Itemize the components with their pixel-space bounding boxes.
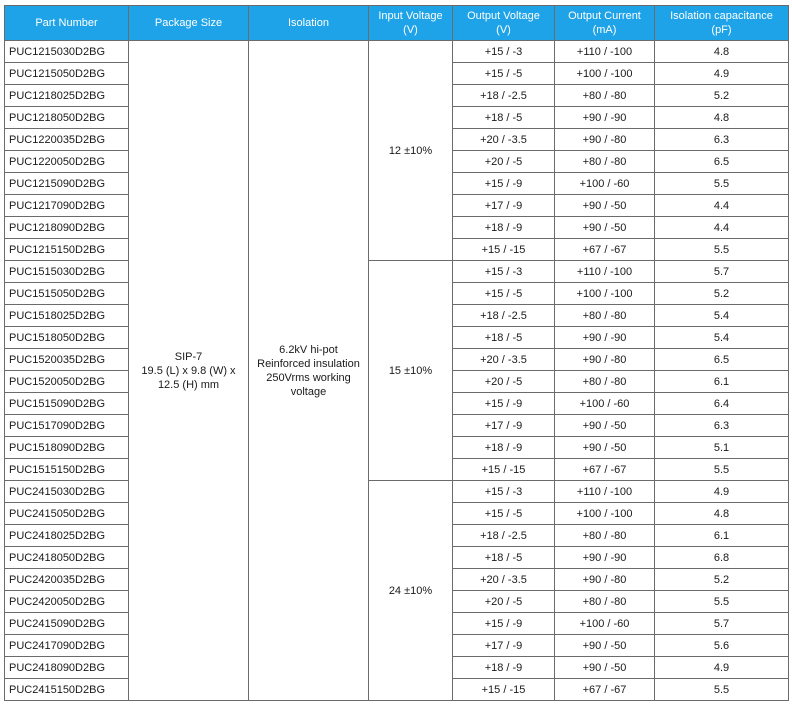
isolation-capacitance-cell: 6.1 [655, 525, 789, 547]
header-isolation-capacitance-label: Isolation capacitance [670, 10, 773, 22]
part-number-cell: PUC2415050D2BG [5, 503, 129, 525]
output-current-cell: +100 / -60 [555, 393, 655, 415]
output-current-cell: +110 / -100 [555, 41, 655, 63]
isolation-capacitance-cell: 5.5 [655, 591, 789, 613]
isolation-capacitance-cell: 4.8 [655, 107, 789, 129]
output-voltage-cell: +15 / -5 [453, 63, 555, 85]
output-voltage-cell: +15 / -15 [453, 459, 555, 481]
part-number-cell: PUC2418025D2BG [5, 525, 129, 547]
output-voltage-cell: +15 / -15 [453, 239, 555, 261]
header-row [5, 6, 789, 41]
output-current-cell: +110 / -100 [555, 481, 655, 503]
package-size-line: 12.5 (H) mm [157, 378, 220, 391]
output-voltage-cell: +20 / -5 [453, 151, 555, 173]
isolation-capacitance-cell: 5.5 [655, 679, 789, 701]
part-number-cell: PUC1220050D2BG [5, 151, 129, 173]
isolation-capacitance-cell: 4.9 [655, 63, 789, 85]
part-number-cell: PUC1520035D2BG [5, 349, 129, 371]
input-voltage-cell: 24 ±10% [369, 481, 453, 701]
output-voltage-cell: +18 / -2.5 [453, 85, 555, 107]
output-current-cell: +90 / -90 [555, 547, 655, 569]
output-voltage-cell: +15 / -5 [453, 283, 555, 305]
spec-table [4, 5, 789, 701]
output-voltage-cell: +15 / -9 [453, 613, 555, 635]
header-output-current [555, 6, 655, 41]
package-size-line: 19.5 (L) x 9.8 (W) x [141, 364, 236, 377]
output-voltage-cell: +15 / -3 [453, 261, 555, 283]
part-number-cell: PUC1515150D2BG [5, 459, 129, 481]
isolation-capacitance-cell: 6.3 [655, 129, 789, 151]
output-current-cell: +90 / -50 [555, 437, 655, 459]
output-current-cell: +80 / -80 [555, 525, 655, 547]
input-voltage-cell: 12 ±10% [369, 41, 453, 261]
output-voltage-cell: +18 / -9 [453, 657, 555, 679]
isolation-capacitance-cell: 4.8 [655, 41, 789, 63]
output-current-cell: +100 / -100 [555, 283, 655, 305]
part-number-cell: PUC1515090D2BG [5, 393, 129, 415]
isolation-capacitance-cell: 5.5 [655, 239, 789, 261]
part-number-cell: PUC1217090D2BG [5, 195, 129, 217]
output-current-cell: +80 / -80 [555, 371, 655, 393]
part-number-cell: PUC1518050D2BG [5, 327, 129, 349]
header-output-voltage-label: Output Voltage [467, 10, 540, 22]
header-isolation-capacitance-unit: (pF) [711, 24, 732, 36]
isolation-capacitance-cell: 5.5 [655, 459, 789, 481]
output-voltage-cell: +18 / -5 [453, 547, 555, 569]
isolation-capacitance-cell: 5.2 [655, 85, 789, 107]
isolation-capacitance-cell: 5.1 [655, 437, 789, 459]
output-voltage-cell: +17 / -9 [453, 635, 555, 657]
output-voltage-cell: +15 / -3 [453, 41, 555, 63]
part-number-cell: PUC2415030D2BG [5, 481, 129, 503]
part-number-cell: PUC2418050D2BG [5, 547, 129, 569]
output-current-cell: +100 / -60 [555, 173, 655, 195]
isolation-capacitance-cell: 4.8 [655, 503, 789, 525]
part-number-cell: PUC2415090D2BG [5, 613, 129, 635]
header-isolation-capacitance [655, 6, 789, 41]
output-voltage-cell: +15 / -9 [453, 393, 555, 415]
header-isolation: Isolation [249, 6, 369, 41]
part-number-cell: PUC1215030D2BG [5, 41, 129, 63]
output-current-cell: +90 / -50 [555, 217, 655, 239]
part-number-cell: PUC1215050D2BG [5, 63, 129, 85]
part-number-cell: PUC1220035D2BG [5, 129, 129, 151]
output-current-cell: +100 / -100 [555, 503, 655, 525]
output-voltage-cell: +18 / -9 [453, 437, 555, 459]
isolation-capacitance-cell: 5.6 [655, 635, 789, 657]
table-row [5, 41, 789, 63]
table-header [5, 6, 789, 41]
part-number-cell: PUC1517090D2BG [5, 415, 129, 437]
isolation-line: Reinforced insulation [257, 357, 360, 370]
header-output-voltage [453, 6, 555, 41]
output-voltage-cell: +18 / -9 [453, 217, 555, 239]
isolation-capacitance-cell: 6.8 [655, 547, 789, 569]
output-current-cell: +67 / -67 [555, 459, 655, 481]
output-voltage-cell: +20 / -5 [453, 371, 555, 393]
output-voltage-cell: +17 / -9 [453, 195, 555, 217]
part-number-cell: PUC1515030D2BG [5, 261, 129, 283]
part-number-cell: PUC2417090D2BG [5, 635, 129, 657]
output-current-cell: +67 / -67 [555, 239, 655, 261]
package-size-line: SIP-7 [174, 350, 203, 363]
output-voltage-cell: +15 / -3 [453, 481, 555, 503]
header-input-voltage [369, 6, 453, 41]
isolation-capacitance-cell: 5.2 [655, 569, 789, 591]
output-voltage-cell: +18 / -5 [453, 107, 555, 129]
output-current-cell: +90 / -90 [555, 327, 655, 349]
isolation-capacitance-cell: 5.4 [655, 305, 789, 327]
part-number-cell: PUC1518090D2BG [5, 437, 129, 459]
output-current-cell: +90 / -80 [555, 349, 655, 371]
header-part-number: Part Number [5, 6, 129, 41]
isolation-capacitance-cell: 6.5 [655, 349, 789, 371]
part-number-cell: PUC2415150D2BG [5, 679, 129, 701]
header-output-current-label: Output Current [568, 10, 641, 22]
part-number-cell: PUC1215150D2BG [5, 239, 129, 261]
part-number-cell: PUC1518025D2BG [5, 305, 129, 327]
output-voltage-cell: +15 / -9 [453, 173, 555, 195]
isolation-capacitance-cell: 4.9 [655, 657, 789, 679]
part-number-cell: PUC1218090D2BG [5, 217, 129, 239]
isolation-capacitance-cell: 6.1 [655, 371, 789, 393]
isolation-capacitance-cell: 6.5 [655, 151, 789, 173]
isolation-capacitance-cell: 5.5 [655, 173, 789, 195]
part-number-cell: PUC1520050D2BG [5, 371, 129, 393]
header-output-current-unit: (mA) [592, 24, 617, 36]
isolation-cell [249, 41, 369, 701]
part-number-cell: PUC2420050D2BG [5, 591, 129, 613]
output-voltage-cell: +18 / -2.5 [453, 305, 555, 327]
output-current-cell: +100 / -60 [555, 613, 655, 635]
output-voltage-cell: +18 / -5 [453, 327, 555, 349]
isolation-capacitance-cell: 4.9 [655, 481, 789, 503]
output-current-cell: +110 / -100 [555, 261, 655, 283]
package-size-cell [129, 41, 249, 701]
isolation-capacitance-cell: 5.7 [655, 613, 789, 635]
output-voltage-cell: +20 / -3.5 [453, 129, 555, 151]
isolation-capacitance-cell: 6.4 [655, 393, 789, 415]
output-current-cell: +80 / -80 [555, 151, 655, 173]
output-current-cell: +90 / -90 [555, 107, 655, 129]
output-voltage-cell: +15 / -15 [453, 679, 555, 701]
output-current-cell: +100 / -100 [555, 63, 655, 85]
header-package-size: Package Size [129, 6, 249, 41]
output-current-cell: +90 / -50 [555, 415, 655, 437]
part-number-cell: PUC2420035D2BG [5, 569, 129, 591]
output-voltage-cell: +20 / -3.5 [453, 569, 555, 591]
output-current-cell: +80 / -80 [555, 591, 655, 613]
output-current-cell: +80 / -80 [555, 85, 655, 107]
header-input-voltage-unit: (V) [403, 24, 418, 36]
part-number-cell: PUC1218050D2BG [5, 107, 129, 129]
output-current-cell: +90 / -50 [555, 657, 655, 679]
isolation-capacitance-cell: 4.4 [655, 195, 789, 217]
output-current-cell: +80 / -80 [555, 305, 655, 327]
isolation-capacitance-cell: 5.7 [655, 261, 789, 283]
output-voltage-cell: +17 / -9 [453, 415, 555, 437]
isolation-line: voltage [290, 385, 327, 398]
output-voltage-cell: +20 / -5 [453, 591, 555, 613]
isolation-line: 250Vrms working [266, 371, 351, 384]
output-voltage-cell: +15 / -5 [453, 503, 555, 525]
output-current-cell: +90 / -50 [555, 635, 655, 657]
table-row [5, 261, 789, 283]
output-current-cell: +90 / -80 [555, 569, 655, 591]
output-current-cell: +90 / -80 [555, 129, 655, 151]
table-row [5, 481, 789, 503]
header-input-voltage-label: Input Voltage [378, 10, 443, 22]
isolation-capacitance-cell: 4.4 [655, 217, 789, 239]
isolation-capacitance-cell: 6.3 [655, 415, 789, 437]
part-number-cell: PUC1215090D2BG [5, 173, 129, 195]
output-current-cell: +67 / -67 [555, 679, 655, 701]
output-voltage-cell: +18 / -2.5 [453, 525, 555, 547]
input-voltage-cell: 15 ±10% [369, 261, 453, 481]
output-current-cell: +90 / -50 [555, 195, 655, 217]
isolation-line: 6.2kV hi-pot [279, 343, 338, 356]
table-body [5, 41, 789, 701]
isolation-capacitance-cell: 5.4 [655, 327, 789, 349]
header-output-voltage-unit: (V) [496, 24, 511, 36]
part-number-cell: PUC1218025D2BG [5, 85, 129, 107]
output-voltage-cell: +20 / -3.5 [453, 349, 555, 371]
isolation-capacitance-cell: 5.2 [655, 283, 789, 305]
part-number-cell: PUC2418090D2BG [5, 657, 129, 679]
part-number-cell: PUC1515050D2BG [5, 283, 129, 305]
